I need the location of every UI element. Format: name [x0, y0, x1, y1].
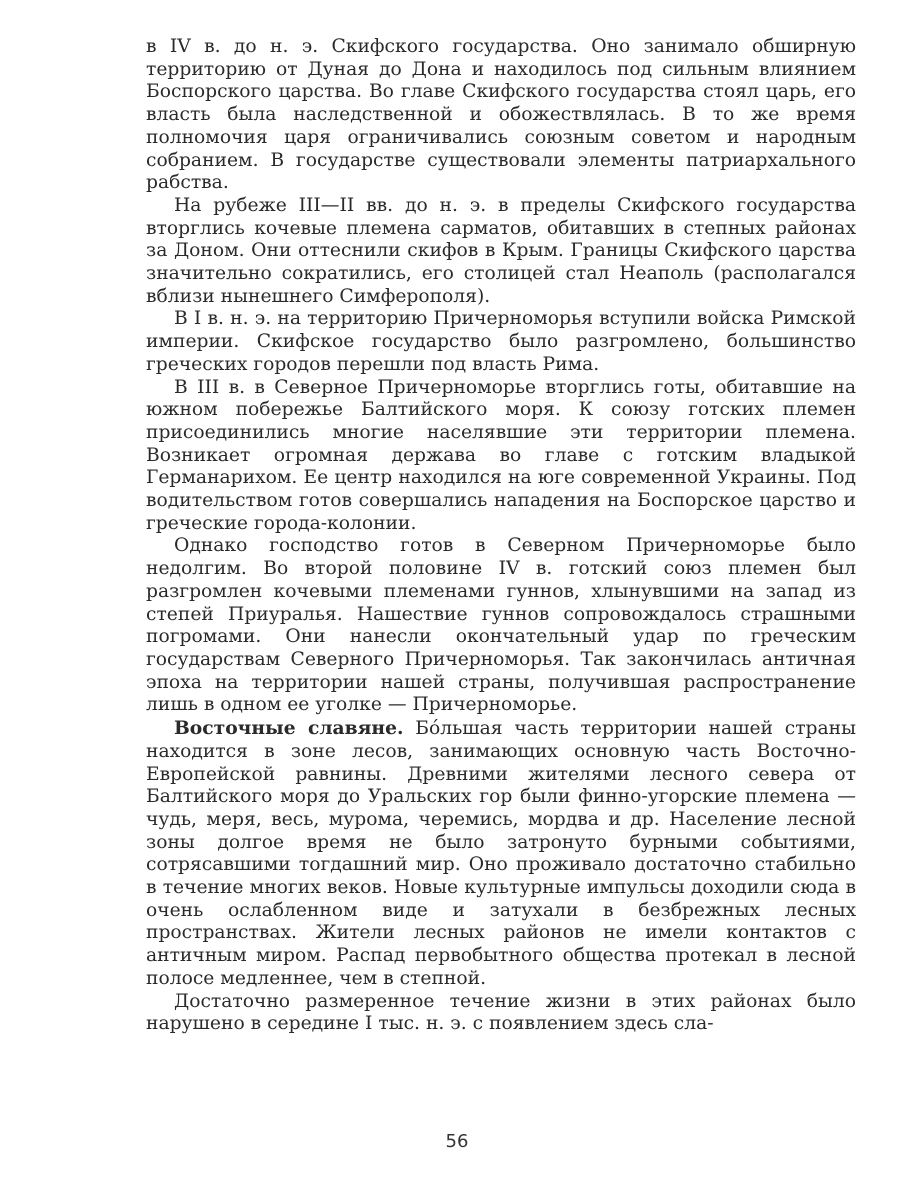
page-text-block [146, 36, 856, 1036]
paragraph-1: в IV в. до н. э. Скифского государства. Оно занимало обширную территорию от Дуная до Дона и находилось под сильным влиянием Боспорского царства. Во главе Скифского государства стоял царь, его власть была наследственной и обожествлялась. В то же время полномочия царя ограничивались союзным советом и народным собранием. В государстве существовали элементы патриархального рабства. [146, 36, 856, 194]
section-heading-eastern-slavs: Восточные славяне. [174, 717, 404, 740]
paragraph-6-body: Бóльшая часть территории нашей страны находится в зоне лесов, занимающих основную часть Восточно-Европейской равнины. Древними жителями лесного севера от Балтийского моря до Уральских гор были финно-угорские племена — чудь, меря, весь, мурома, черемись, мордва и др. Население лесной зоны долгое время не было затронуто бурными событиями, сотрясавшими тогдашний мир. Оно проживало достаточно стабильно в течение многих веков. Новые культурные импульсы доходили сюда в очень ослабленном виде и затухали в безбрежных лесных пространствах. Жители лесных районов не имели контактов с античным миром. Распад первобытного общества протекал в лесной полосе медленнее, чем в степной. [146, 718, 856, 989]
paragraph-3: В I в. н. э. на территорию Причерноморья вступили войска Римской империи. Скифское государство было разгромлено, большинство греческих городов перешли под власть Рима. [146, 308, 856, 375]
page-number: 56 [445, 1131, 469, 1152]
paragraph-2: На рубеже III—II вв. до н. э. в пределы Скифского государства вторглись кочевые племена сарматов, обитавших в степных районах за Доном. Они оттеснили скифов в Крым. Границы Скифского царства значительно сократились, его столицей стал Неаполь (располагался вблизи нынешнего Симферополя). [146, 194, 856, 307]
paragraph-5: Однако господство готов в Северном Причерноморье было недолгим. Во второй половине IV в. готский союз племен был разгромлен кочевыми племенами гуннов, хлынувшими на запад из степей Приуралья. Нашествие гуннов сопровождалось страшными погромами. Они нанесли окончательный удар по греческим государствам Северного Причерноморья. Так закончилась античная эпоха на территории нашей страны, получившая распространение лишь в одном ее уголке — Причерноморье. [146, 535, 856, 716]
paragraph-7: Достаточно размеренное течение жизни в этих районах было нарушено в середине I тыс. н. э. с появлением здесь сла- [146, 990, 856, 1035]
paragraph-4: В III в. в Северное Причерноморье вторглись готы, обитавшие на южном побережье Балтийского моря. К союзу готских племен присоединились многие населявшие эти территории племена. Возникает огромная держава во главе с готским владыкой Германарихом. Ее центр находился на юге современной Украины. Под водительством готов совершались нападения на Боспорское царство и греческие города-колонии. [146, 376, 856, 534]
paragraph-6 [146, 717, 856, 990]
